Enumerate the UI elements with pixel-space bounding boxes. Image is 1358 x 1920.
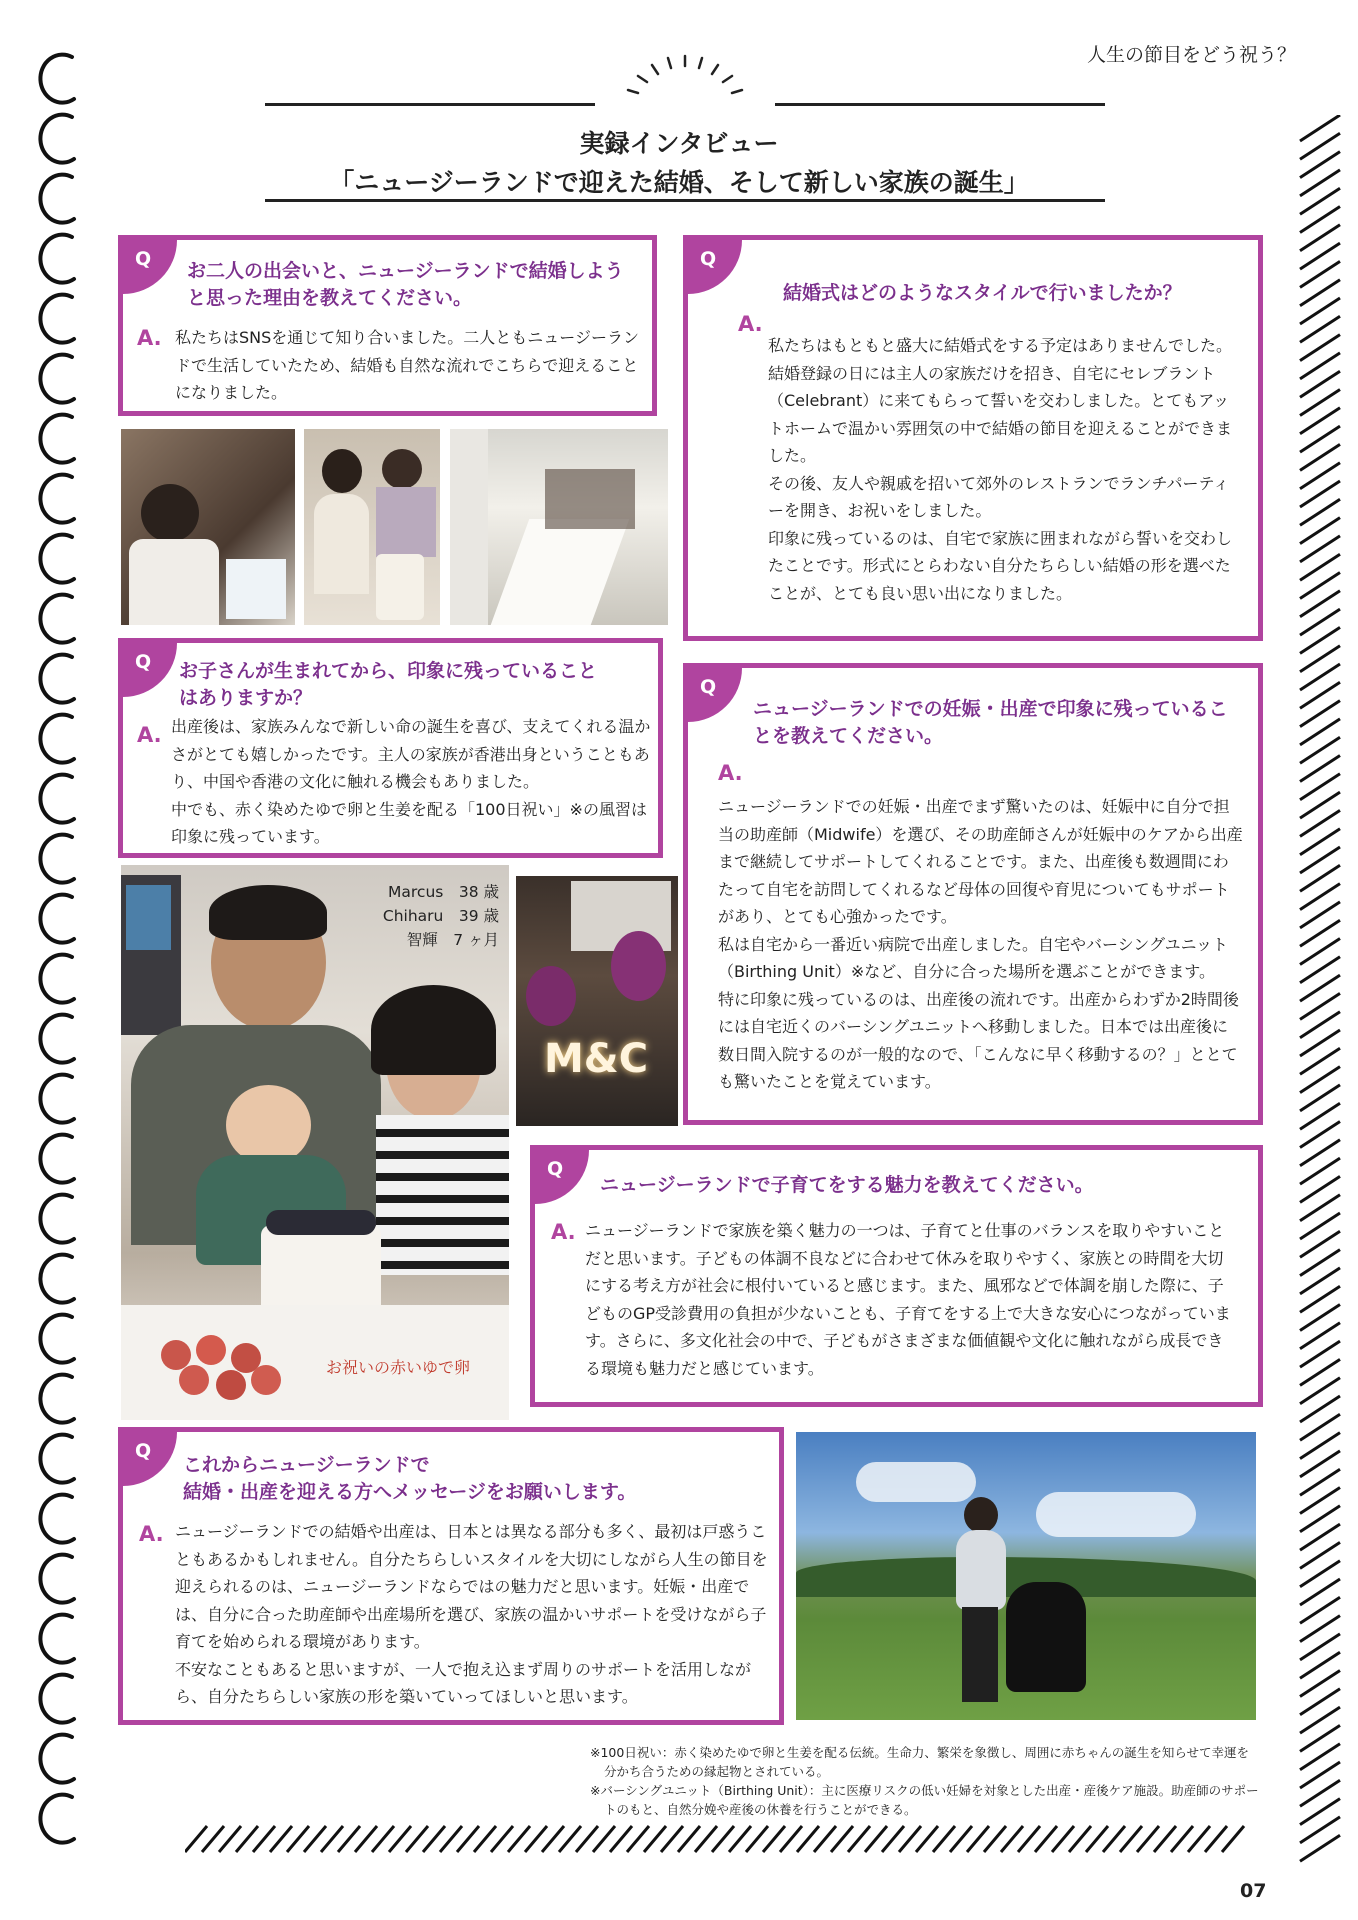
q-label: Q: [688, 240, 742, 294]
a-label: A.: [718, 761, 743, 785]
answer-text: 私たちはもともと盛大に結婚式をする予定はありませんでした。結婚登録の日には主人の家族だけを招き、自宅にセレブラント（Celebrant）に来てもらって誓いを交わしました。とてもアットホームで温かい雰囲気の中で結婚の節目を迎えることができました。 その後、友人や親戚を招いて郊外のレストランでランチパーティーを開き、お祝いをしました。 印象に残っているのは、自宅で家族に囲まれながら誓いを交わしたことです。形式にとらわない自分たちらしい結婚の形を選べたことが、とても良い思い出になりました。: [768, 336, 1233, 603]
a-label: A.: [551, 1220, 576, 1244]
hatch-decoration-right: [1296, 115, 1346, 1875]
answer-text: ニュージーランドで家族を築く魅力の一つは、子育てと仕事のバランスを取りやすいことだと思います。子どもの体調不良などに合わせて休みを取りやすく、家族との時間を大切にする考え方が社会に根付いていると感じます。また、風邪などで体調を崩した際に、子どものGP受診費用の負担が少ないことも、子育てをする上で大きな安心につながっています。さらに、多文化社会の中で、子どもがさまざまな価値観や文化に触れながら成長できる環境も魅力だと感じています。: [585, 1221, 1231, 1378]
footnotes: [590, 1743, 1260, 1819]
mc-sign-text: M&C: [544, 1036, 649, 1082]
a-label: A.: [137, 326, 162, 350]
footnote-birthing-unit: ※バーシングユニット（Birthing Unit）：主に医療リスクの低い妊婦を対象とした出産・産後ケア施設。助産師のサポートのもと、自然分娩や産後の休養を行うことができる。: [590, 1783, 1259, 1817]
q-label: Q: [688, 668, 742, 722]
answer-text: ニュージーランドでの妊娠・出産でまず驚いたのは、妊娠中に自分で担当の助産師（Midwife）を選び、その助産師さんが妊娠中のケアから出産まで継続してサポートしてくれることです。また、出産後も数週間にわたって自宅を訪問してくれるなど母体の回復や育児についてもサポートがあり、とても心強かったです。 私は自宅から一番近い病院で出産しました。自宅やバーシングユニット（Birthing Unit）※など、自分に合った場所を選ぶことができます。 特に印象に残っているのは、出産後の流れです。出産からわずか2時間後には自宅近くのバーシングユニットへ移動しました。日本では出産後に数日間入院するのが一般的なので、「こんなに早く移動するの？」ととても驚いたことを覚えています。: [718, 797, 1243, 1091]
a-label: A.: [139, 1522, 164, 1546]
q-label: Q: [535, 1150, 589, 1204]
spiral-binding-decoration: [26, 45, 106, 1855]
question-text: ニュージーランドでの妊娠・出産で印象に残っていることを教えてください。: [753, 698, 1228, 747]
title-rule-right: [775, 103, 1105, 106]
qa-box-after-birth: [118, 638, 663, 858]
section-title: 人生の節目をどう祝う？: [1086, 44, 1296, 66]
a-label: A.: [137, 723, 162, 747]
photo-signing-registration: [121, 429, 295, 625]
photo-cake-cutting: [304, 429, 440, 625]
question-text: 結婚式はどのようなスタイルで行いましたか？: [783, 282, 1182, 304]
hatch-decoration-bottom: [185, 1820, 1265, 1860]
family-member-marcus: Marcus 38 歳: [388, 883, 499, 901]
qa-box-message: [118, 1427, 784, 1725]
question-text: これからニュージーランドで 結婚・出産を迎える方へメッセージをお願いします。: [183, 1454, 637, 1503]
qa-box-meeting: [118, 235, 657, 416]
family-member-baby: 智輝 7 ヶ月: [406, 931, 499, 949]
a-label: A.: [738, 312, 763, 336]
footnote-100-day: ※100日祝い：赤く染めたゆで卵と生姜を配る伝統。生命力、繁栄を象徴し、周囲に赤ちゃんの誕生を知らせて幸運を分かち合うための縁起物とされている。: [590, 1745, 1249, 1779]
photo-caption-red-eggs: お祝いの赤いゆで卵: [326, 1358, 471, 1377]
question-text: お二人の出会いと、ニュージーランドで結婚しようと思った理由を教えてください。: [187, 260, 624, 309]
qa-box-wedding-style: [683, 235, 1263, 641]
question-text: お子さんが生まれてから、印象に残っていることはありますか？: [179, 660, 598, 709]
q-label: Q: [123, 240, 177, 294]
q-label: Q: [123, 643, 177, 697]
answer-text: 私たちはSNSを通じて知り合いました。二人ともニュージーランドで生活していたため、結婚も自然な流れでこちらで迎えることになりました。: [175, 328, 639, 402]
photo-park-pregnant-with-dog: [796, 1432, 1256, 1720]
photo-mc-light-sign: [516, 876, 678, 1126]
sunburst-icon: [610, 48, 760, 108]
interview-subtitle: 「ニュージーランドで迎えた結婚、そして新しい家族の誕生」: [329, 168, 1029, 197]
answer-text: ニュージーランドでの結婚や出産は、日本とは異なる部分も多く、最初は戸惑うこともあるかもしれません。自分たちらしいスタイルを大切にしながら人生の節目を迎えられるのは、ニュージーランドならではの魅力だと思います。妊娠・出産では、自分に合った助産師や出産場所を選び、家族の温かいサポートを受けながら子育てを始められる環境があります。 不安なこともあると思いますが、一人で抱え込まず周りのサポートを活用しながら、自分たちらしい家族の形を築いていってほしいと思います。: [175, 1522, 768, 1706]
title-rule-left: [265, 103, 595, 106]
photo-lunch-party-table: [450, 429, 668, 625]
interview-title: 実録インタビュー: [579, 129, 779, 158]
qa-box-parenting-appeal: [530, 1145, 1263, 1407]
photo-family-100-day: [121, 865, 509, 1420]
page-number: 07: [1240, 1880, 1267, 1902]
question-text: ニュージーランドで子育てをする魅力を教えてください。: [600, 1174, 1094, 1196]
answer-text: 出産後は、家族みんなで新しい命の誕生を喜び、支えてくれる温かさがとても嬉しかったです。主人の家族が香港出身ということもあり、中国や香港の文化に触れる機会もありました。 中でも、赤く染めたゆで卵と生姜を配る「100日祝い」※の風習は印象に残っています。: [171, 717, 651, 846]
family-member-chiharu: Chiharu 39 歳: [382, 907, 499, 925]
title-rule-bottom: [265, 199, 1105, 202]
q-label: Q: [123, 1432, 177, 1486]
qa-box-pregnancy: [683, 663, 1263, 1125]
